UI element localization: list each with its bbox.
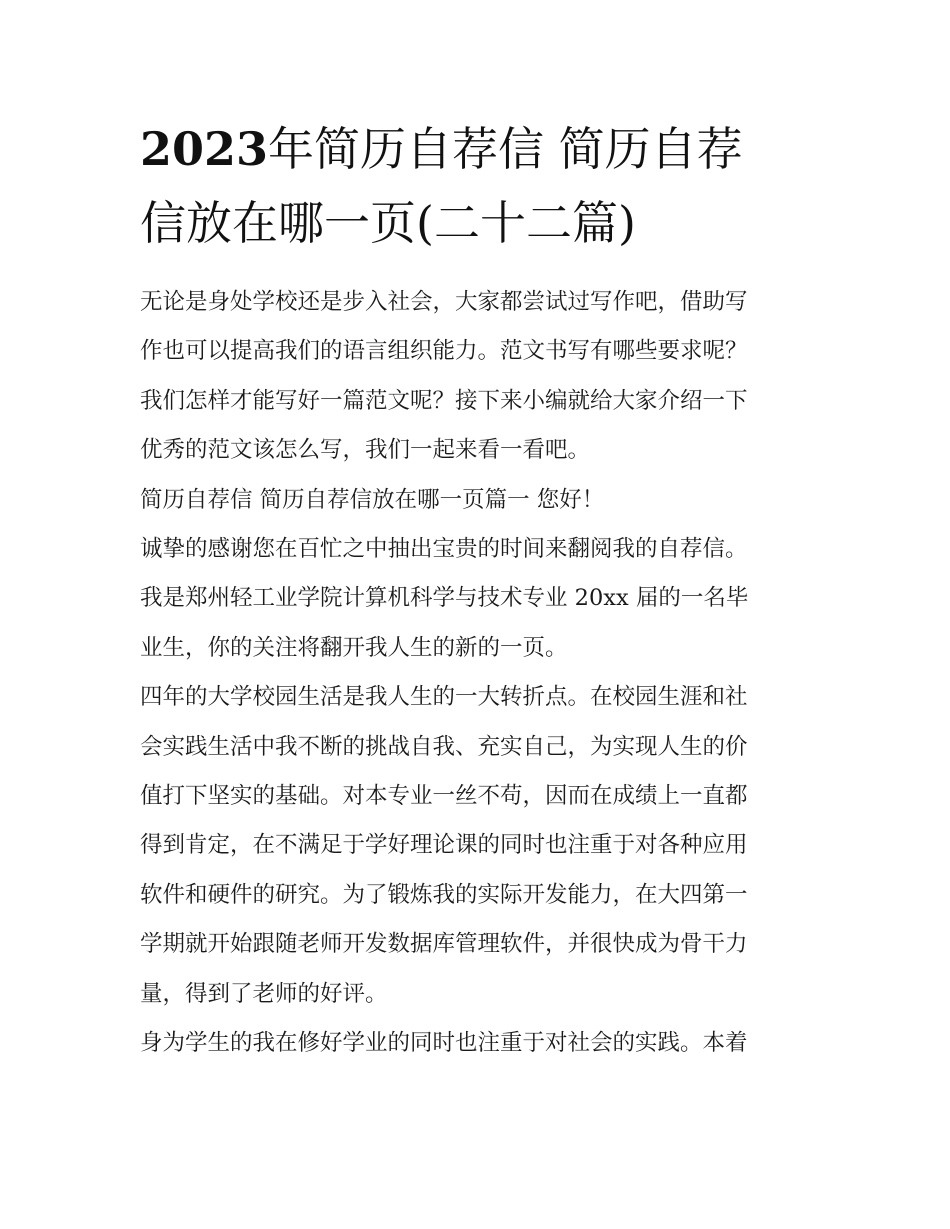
title-text: 年简历自荐信 简历自荐 信放在哪一页(二十二篇) bbox=[140, 122, 743, 250]
paragraph-practice: 身为学生的我在修好学业的同时也注重于对社会的实践。本着 bbox=[140, 1030, 748, 1057]
paragraph-thanks: 诚挚的感谢您在百忙之中抽出宝贵的时间来翻阅我的自荐信。 bbox=[140, 536, 748, 563]
paragraph-heading-1: 简历自荐信 简历自荐信放在哪一页篇一 您好！ bbox=[140, 486, 605, 513]
paragraph-college-life: 四年的大学校园生活是我人生的一大转折点。在校园生涯和社 会实践生活中我不断的挑战自我、充实自己，为实现人生的价 值打下坚实的基础。对本专业一丝不苟，因而在成绩上一直都 得到肯定，在不满足于学好理论课的同时也注重于对各种应用 软件和硬件的研究。为了锻炼我的实际开发能力，在大四第一 学期就开始跟随老师开发数据库管理软件，并很快成为骨干力 量，得到了老师的好评。 bbox=[140, 684, 748, 1007]
paragraph-self-intro: 我是郑州轻工业学院计算机科学与技术专业 20xx 届的一名毕 业生，你的关注将翻开我人生的新的一页。 bbox=[140, 585, 749, 661]
document-title bbox=[140, 112, 820, 260]
paragraph-intro: 无论是身处学校还是步入社会，大家都尝试过写作吧，借助写 作也可以提高我们的语言组织能力。范文书写有哪些要求呢？ 我们怎样才能写好一篇范文呢？接下来小编就给大家介绍一下 优秀的范文该怎么写，我们一起来看一看吧。 bbox=[140, 289, 748, 464]
title-year: 2023 bbox=[140, 122, 269, 176]
document-body bbox=[140, 278, 820, 1069]
